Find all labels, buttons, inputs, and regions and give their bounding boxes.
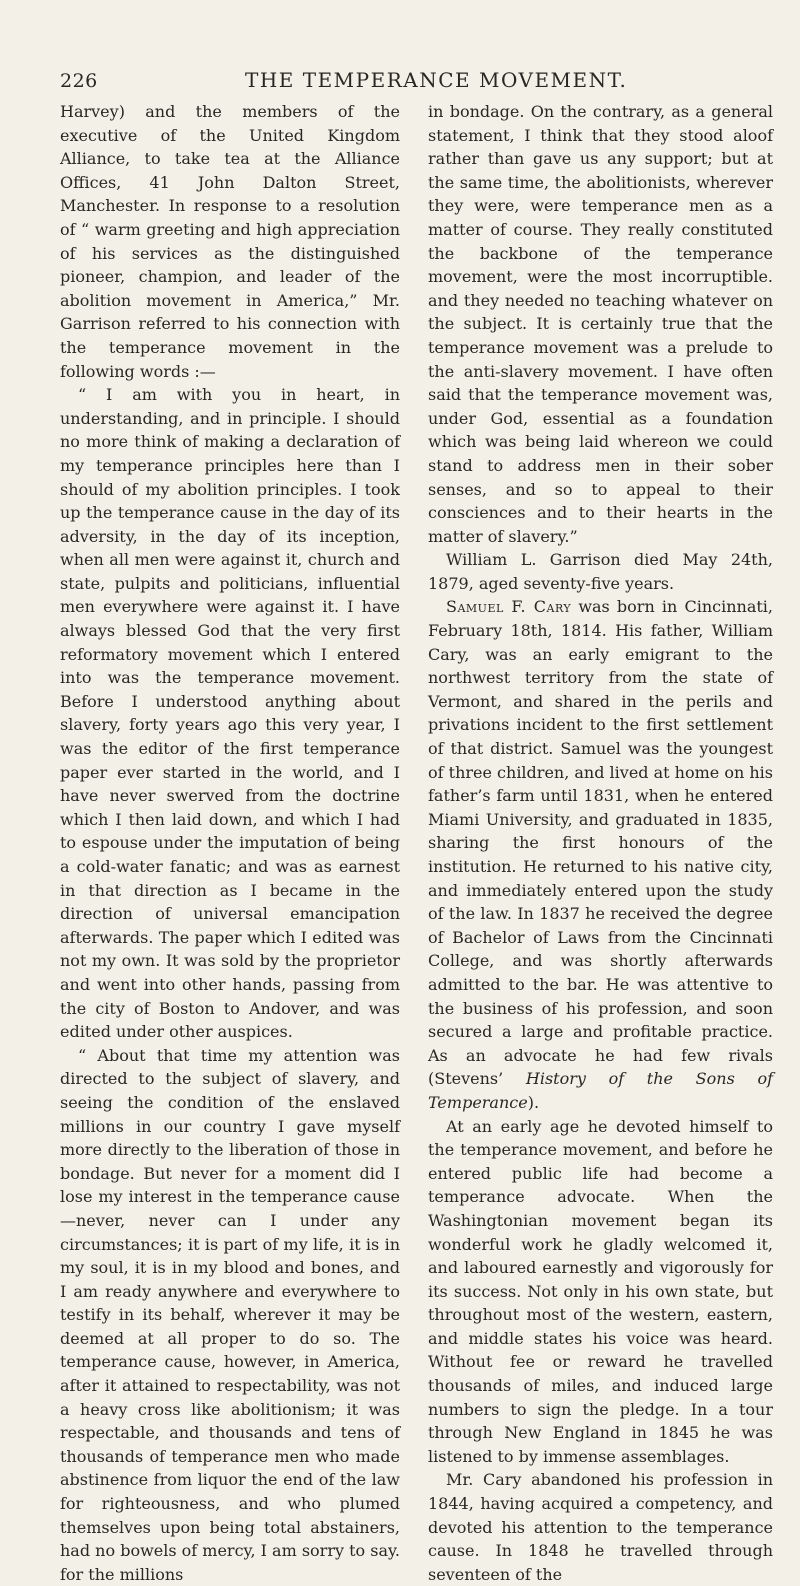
right-column: [428, 100, 773, 1586]
person-name: Samuel F. Cary: [446, 597, 572, 617]
paragraph: At an early age he devoted himself to the temperance movement, and before he entered public life had become a temperance advocate. When the Washingtonian movement began its wonderful work he gladly welcomed it, and laboured earnestly and vigorously for its success. Not only in his own state, but throughout most of the western, eastern, and middle states his voice was heard. Without fee or reward he travelled thousands of miles, and induced large numbers to sign the pledge. In a tour through New England in 1845 he was listened to by immense assemblages.: [428, 1116, 773, 1466]
page-number: 226: [60, 70, 98, 92]
paragraph: Mr. Cary abandoned his profession in 1844, having acquired a competency, and devoted his attention to the temperance cause. In 1848 he travelled through seventeen of the: [428, 1470, 773, 1584]
book-title: History of the Sons of Temperance: [428, 1069, 774, 1112]
paragraph: Harvey) and the members of the executive of the United Kingdom Alliance, to take tea at the Alliance Offices, 41 John Dalton Street, Manchester. In response to a resolution of “ warm greeting and high appreciation of his services as the distinguished pioneer, champion, and leader of the abolition movement in America,” Mr. Garrison referred to his connection with the temperance movement in the following words :—: [60, 102, 400, 381]
paragraph: William L. Garrison died May 24th, 1879, aged seventy-five years.: [428, 550, 773, 593]
paragraph: “ I am with you in heart, in understanding, and in principle. I should no more think of making a declaration of my temperance principles here than I should of my abolition principles. I took up the temperance cause in the day of its adversity, in the day of its inception, when all men were against it, church and state, pulpits and politicians, influential men everywhere were against it. I have always blessed God that the very first reformatory movement which I entered into was the temperance movement. Before I understood anything about slavery, forty years ago this very year, I was the editor of the first temperance paper ever started in the world, and I have never swerved from the doctrine which I then laid down, and which I had to espouse under the imputation of being a cold-water fanatic; and was as earnest in that direction as I became in the direction of universal emancipation afterwards. The paper which I edited was not my own. It was sold by the proprietor and went into other hands, passing from the city of Boston to Andover, and was edited under other auspices.: [60, 385, 400, 1042]
paragraph-text: ).: [527, 1092, 540, 1112]
running-title: THE TEMPERANCE MOVEMENT.: [245, 68, 628, 92]
paragraph: [428, 595, 773, 1114]
paragraph: “ About that time my attention was directed to the subject of slavery, and seeing the condition of the enslaved millions in our country I gave myself more directly to the liberation of those in bondage. But never for a moment did I lose my interest in the temperance cause —never, never can I under any circumstances; it is part of my life, it is in my soul, it is in my blood and bones, and I am ready anywhere and everywhere to testify in its behalf, wherever it may be deemed at all proper to do so. The temperance cause, however, in America, after it attained to respectability, was not a heavy cross like abolitionism; it was respectable, and thousands and tens of thousands of temperance men who made abstinence from liquor the end of the law for righteousness, and who plumed themselves upon being total abstainers, had no bowels of mercy, I am sorry to say. for the millions: [60, 1045, 400, 1584]
paragraph-text: was born in Cincinnati, February 18th, 1814. His father, William Cary, was an early emigrant to the northwest territory from the state of Vermont, and shared in the perils and privations incident to the first settlement of that district. Samuel was the youngest of three children, and lived at home on his father’s farm until 1831, when he entered Miami University, and graduated in 1835, sharing the first honours of the institution. He returned to his native city, and immediately entered upon the study of the law. In 1837 he received the degree of Bachelor of Laws from the Cincinnati College, and was shortly afterwards admitted to the bar. He was attentive to the business of his profession, and soon secured a large and profitable practice. As an advocate he had few rivals (Stevens’: [428, 597, 773, 1089]
left-column: [60, 100, 400, 1586]
paragraph: in bondage. On the contrary, as a general statement, I think that they stood aloof rather than gave us any support; but at the same time, the abolitionists, wherever they were, were temperance men as a matter of course. They really constituted the backbone of the temperance movement, were the most incorruptible. and they needed no teaching whatever on the subject. It is certainly true that the temperance movement was a prelude to the anti-slavery movement. I have often said that the temperance movement was, under God, essential as a foundation which was being laid whereon we could stand to address men in their sober senses, and so to appeal to their consciences and to their hearts in the matter of slavery.”: [428, 102, 773, 546]
